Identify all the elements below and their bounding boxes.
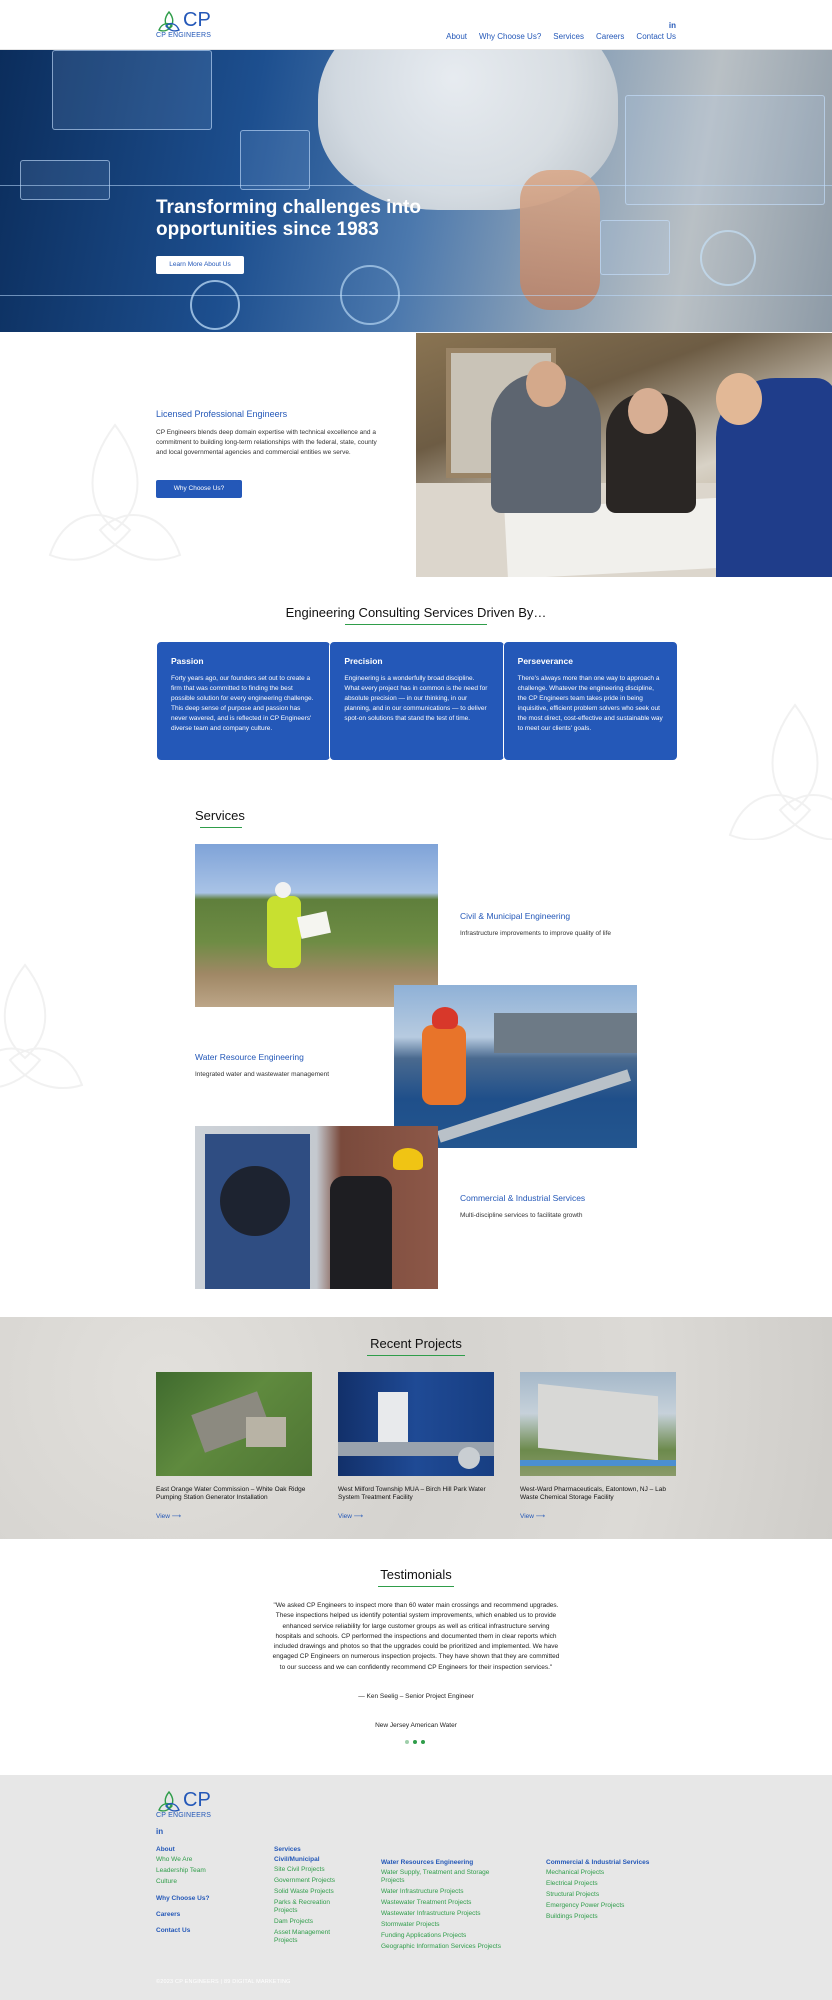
card-title: Passion (171, 656, 204, 666)
photo-helmet (393, 1148, 423, 1170)
card-title: Perseverance (517, 656, 573, 666)
triquetra-logo-icon (156, 1790, 182, 1814)
carousel-dot[interactable] (421, 1740, 425, 1744)
learn-more-button[interactable]: Learn More About Us (156, 256, 244, 274)
photo-helmet (432, 1007, 458, 1029)
nav-services[interactable]: Services (553, 32, 584, 41)
card-text: Forty years ago, our founders set out to create a firm that was committed to finding the best possible solution for every engineering challenge. This deep sense of purpose and passion has never wavered, and is reflected in CP Engineers' diverse team and company culture. (171, 675, 314, 732)
main-nav (446, 32, 676, 41)
carousel-dot-active[interactable] (413, 1740, 417, 1744)
logo-text: CP (183, 9, 211, 31)
photo-person (628, 388, 668, 434)
footer-link[interactable]: Government Projects (274, 1877, 336, 1884)
triquetra-watermark-icon (0, 960, 90, 1090)
footer-link[interactable]: Parks & Recreation Projects (274, 1899, 330, 1914)
footer-link[interactable]: Geographic Information Services Projects (381, 1943, 501, 1950)
project-view-link[interactable]: View ⟶ (156, 1513, 182, 1520)
photo-person (716, 373, 762, 425)
hero-hud-dial (700, 230, 756, 286)
hero-hud-dial (340, 265, 400, 325)
photo-person (526, 361, 566, 407)
photo-worker (267, 896, 301, 968)
logo[interactable] (156, 9, 212, 39)
card-text: Engineering is a wonderfully broad discipline. What every project has in common is the need for absolute precision — in our thinking, in our planning, and in our communications — to deliver spot-on solutions that stand the test of time. (344, 675, 488, 722)
footer-col-about (156, 1846, 256, 1937)
service-civil-title[interactable]: Civil & Municipal Engineering (460, 911, 571, 921)
project-caption: West Milford Township MUA – Birch Hill Park Water System Treatment Facility (338, 1486, 486, 1501)
service-commercial-desc: Multi-discipline services to facilitate growth (460, 1212, 583, 1219)
footer-link[interactable]: Emergency Power Projects (546, 1902, 625, 1909)
photo-panel (378, 1392, 408, 1442)
carousel-dot[interactable] (405, 1740, 409, 1744)
footer-link-about[interactable]: About (156, 1846, 175, 1853)
nav-about[interactable]: About (446, 32, 468, 41)
carousel-dots (405, 1740, 425, 1744)
site-header (0, 0, 832, 50)
project-card[interactable] (156, 1372, 312, 1520)
triquetra-watermark-icon (720, 700, 832, 840)
footer-link[interactable]: Buildings Projects (546, 1913, 598, 1920)
project-image[interactable] (338, 1372, 494, 1476)
licensed-title: Licensed Professional Engineers (156, 409, 288, 419)
footer-link[interactable]: Mechanical Projects (546, 1869, 605, 1876)
photo-building (246, 1417, 286, 1447)
photo-valve (458, 1447, 480, 1469)
testimonial-author: — Ken Seelig – Senior Project Engineer (358, 1693, 474, 1700)
why-choose-us-button[interactable]: Why Choose Us? (156, 480, 242, 498)
linkedin-icon[interactable]: in (668, 21, 676, 30)
project-image[interactable] (156, 1372, 312, 1476)
photo-worker (422, 1025, 466, 1105)
project-caption: West-Ward Pharmaceuticals, Eatontown, NJ – Lab Waste Chemical Storage Facility (520, 1486, 666, 1501)
footer-link[interactable]: Funding Applications Projects (381, 1932, 467, 1939)
footer-link[interactable]: Water Supply, Treatment and Storage Projects (381, 1869, 490, 1884)
service-civil-desc: Infrastructure improvements to improve quality of life (460, 930, 612, 937)
footer-subheading[interactable]: Water Resources Engineering (381, 1859, 474, 1866)
triquetra-logo-icon (156, 10, 182, 34)
services-title: Services (195, 808, 245, 823)
hero-hud-panel (52, 50, 212, 130)
footer-link[interactable]: Stormwater Projects (381, 1921, 440, 1928)
footer-link[interactable]: Structural Projects (546, 1891, 600, 1898)
photo-worker (330, 1176, 392, 1289)
footer-copyright: ©2023 CP ENGINEERS | 89 DIGITAL MARKETING (156, 1979, 291, 1985)
logo-text: CP (183, 1789, 211, 1811)
driven-by-title: Engineering Consulting Services Driven By… (285, 605, 547, 620)
footer-logo[interactable] (156, 1789, 212, 1819)
hero-hud-panel (600, 220, 670, 275)
hero-banner (0, 50, 832, 332)
service-water-desc: Integrated water and wastewater management (195, 1071, 330, 1078)
values-cards (156, 641, 676, 761)
logo-subtitle: CP ENGINEERS (156, 1812, 212, 1819)
card-text: There's always more than one way to approach a challenge. Whatever the engineering discipline, the CP Engineers team takes pride in being inquisitive, efficient problem solvers who seek out the most direct, cost-effective and sustainable way to meet our clients' goals. (517, 675, 663, 732)
logo-subtitle: CP ENGINEERS (156, 32, 212, 39)
testimonials-title: Testimonials (380, 1567, 452, 1582)
photo-pipe (520, 1460, 676, 1466)
hero-hud-panel (625, 95, 825, 205)
service-commercial-title[interactable]: Commercial & Industrial Services (460, 1193, 586, 1203)
nav-why-choose-us[interactable]: Why Choose Us? (479, 32, 542, 41)
footer-link[interactable]: Who We Are (156, 1856, 193, 1863)
project-card[interactable] (338, 1372, 494, 1520)
nav-careers[interactable]: Careers (595, 32, 625, 41)
photo-building (494, 1013, 637, 1053)
title-underline (378, 1586, 454, 1587)
card-title: Precision (344, 656, 383, 666)
footer-link-services[interactable]: Services (274, 1846, 301, 1853)
recent-projects-title: Recent Projects (370, 1336, 462, 1351)
hero-hud-panel (20, 160, 110, 200)
water-resource-photo[interactable] (394, 985, 637, 1148)
photo-fan (220, 1166, 290, 1236)
footer-link[interactable]: Water Infrastructure Projects (381, 1888, 464, 1895)
footer-link[interactable]: Leadership Team (156, 1867, 206, 1874)
title-underline (200, 827, 242, 828)
project-card[interactable] (520, 1372, 676, 1520)
footer-link[interactable]: Electrical Projects (546, 1880, 598, 1887)
commercial-industrial-photo[interactable] (195, 1126, 438, 1289)
civil-engineering-photo[interactable] (195, 844, 438, 1007)
project-image[interactable] (520, 1372, 676, 1476)
footer-link[interactable]: Culture (156, 1878, 177, 1885)
footer-subheading[interactable]: Commercial & Industrial Services (546, 1859, 650, 1866)
hero-title: Transforming challenges into opportunities since 1983 (156, 197, 421, 240)
title-underline (367, 1355, 465, 1356)
hero-hud-dial (190, 280, 240, 330)
licensed-body: CP Engineers blends deep domain expertise with technical excellence and a commitment to building long-term relationships with the federal, state, county and local governmental agencies and commercial entities we serve. (156, 429, 377, 456)
footer-link[interactable]: Site Civil Projects (274, 1866, 325, 1873)
footer-subheading[interactable]: Civil/Municipal (274, 1856, 320, 1863)
footer-link-contact[interactable]: Contact Us (156, 1927, 191, 1934)
footer-link[interactable]: Dam Projects (274, 1918, 314, 1925)
title-underline (345, 624, 487, 625)
footer-link[interactable]: Wastewater Infrastructure Projects (381, 1910, 481, 1917)
photo-pipe (437, 1069, 631, 1142)
engineers-meeting-photo (416, 333, 832, 577)
service-water-title[interactable]: Water Resource Engineering (195, 1052, 304, 1062)
footer-link-why-choose-us[interactable]: Why Choose Us? (156, 1895, 210, 1902)
value-card-precision (329, 641, 504, 761)
hero-hud-panel (240, 130, 310, 190)
photo-container (538, 1384, 658, 1461)
testimonial-organization: New Jersey American Water (375, 1722, 457, 1729)
footer-linkedin-icon[interactable]: in (156, 1827, 164, 1836)
footer-col-commercial (546, 1859, 676, 1924)
testimonial-quote: "We asked CP Engineers to inspect more than 60 water main crossings and recommend upgrades. These inspections helped us identify potential system improvements, which enabled us to provide enhanced service reliability for large customer groups as well as critical infrastructure serving hospitals and schools. CP performed the inspections and documented them in clear reports which included drawings and photos so that the upgrades could be prioritized and implemented. We have engaged CP Engineers on numerous inspection projects. They have shown that they are committed to our success and we can confidently recommend CP Engineers for their inspection services." (272, 1602, 560, 1671)
hero-hand-image (520, 170, 600, 310)
footer-link[interactable]: Wastewater Treatment Projects (381, 1899, 472, 1906)
nav-contact-us[interactable]: Contact Us (636, 32, 676, 41)
photo-plans (297, 911, 331, 939)
footer-link-careers[interactable]: Careers (156, 1911, 181, 1918)
project-view-link[interactable]: View ⟶ (338, 1513, 364, 1520)
footer-link[interactable]: Asset Management Projects (274, 1929, 331, 1944)
footer-col-water (381, 1859, 511, 1954)
value-card-passion (156, 641, 331, 761)
footer-link[interactable]: Solid Waste Projects (274, 1888, 334, 1895)
hero-hud-line (0, 185, 832, 186)
project-caption: East Orange Water Commission – White Oak Ridge Pumping Station Generator Installation (156, 1486, 306, 1501)
photo-helmet (275, 882, 291, 898)
footer-col-services (274, 1846, 349, 1948)
hero-hud-line (0, 295, 832, 296)
project-view-link[interactable]: View ⟶ (520, 1513, 546, 1520)
value-card-perseverance (503, 641, 678, 761)
